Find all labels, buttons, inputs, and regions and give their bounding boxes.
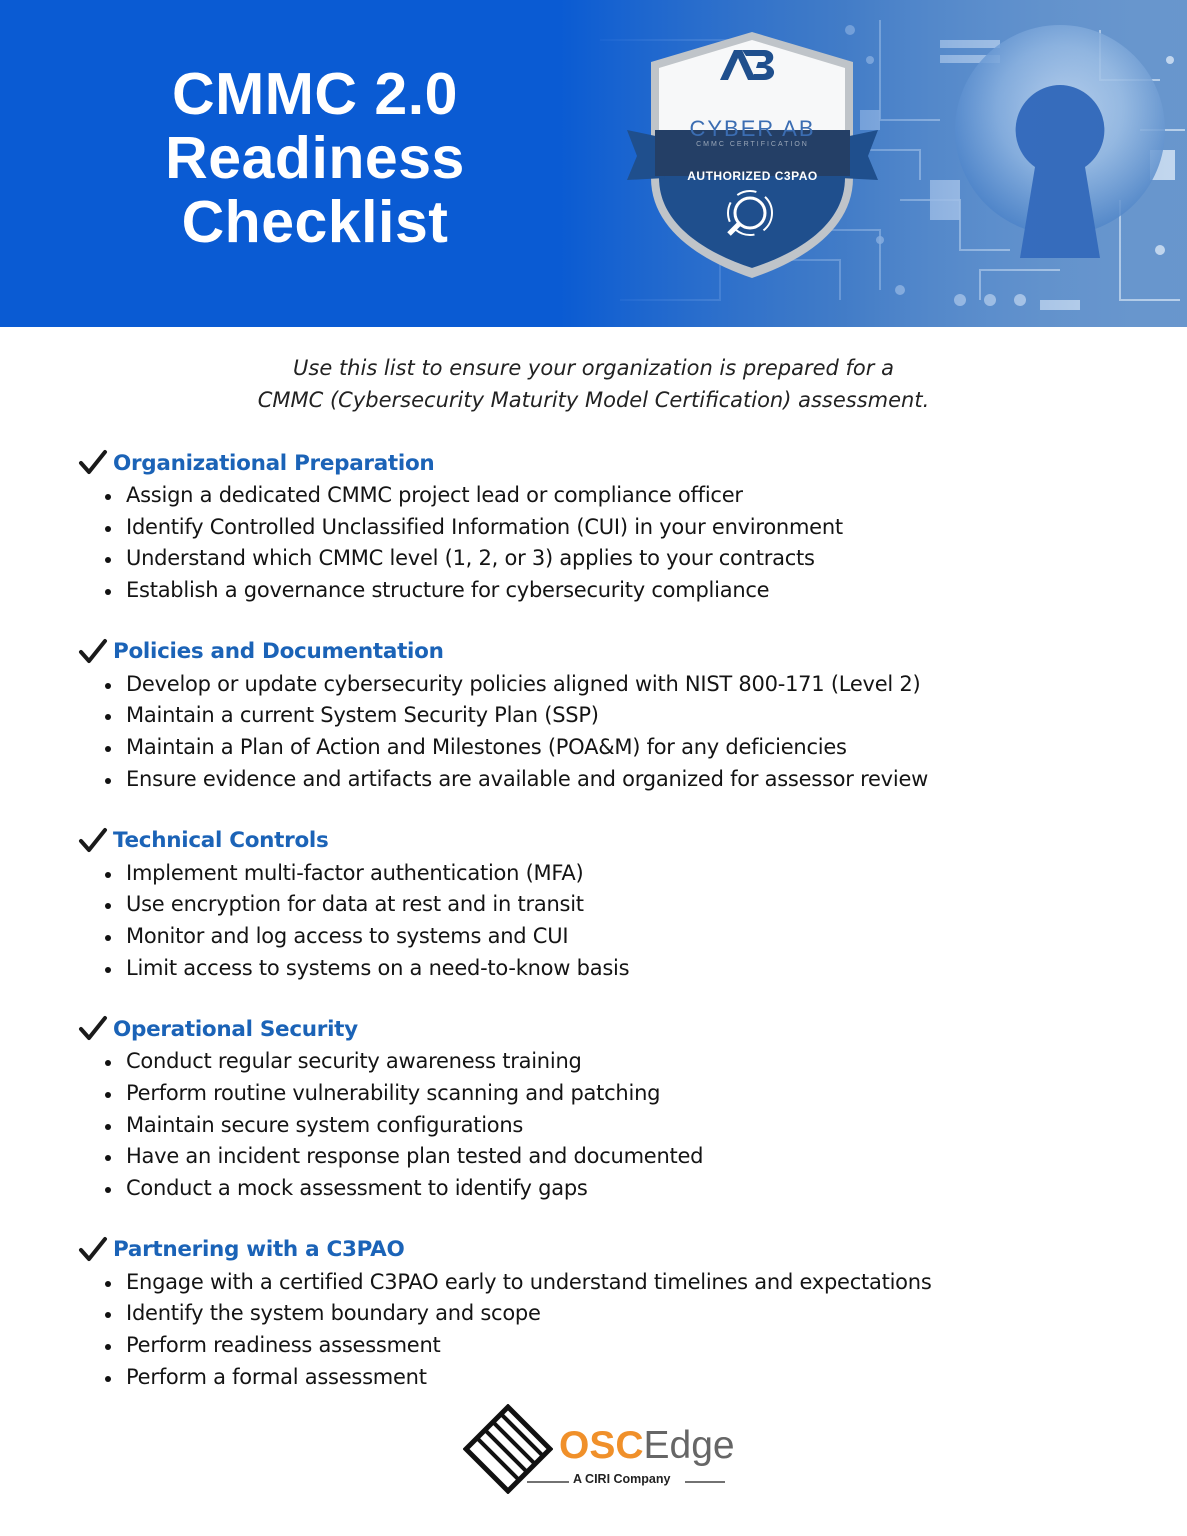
list-item: Perform routine vulnerability scanning and patching	[104, 1078, 1138, 1110]
list-item: Maintain a current System Security Plan (SSP)	[104, 700, 1138, 732]
section-heading	[78, 446, 1138, 480]
logo-edge: Edge	[643, 1424, 735, 1467]
list-item: Identify the system boundary and scope	[104, 1298, 1138, 1330]
title-line-3: Checklist	[181, 189, 449, 255]
logo-osc: OSC	[559, 1424, 644, 1467]
item-list	[78, 1267, 1138, 1394]
list-item: Maintain a Plan of Action and Milestones (POA&M) for any deficiencies	[104, 732, 1138, 764]
intro-line-2: CMMC (Cybersecurity Maturity Model Certification) assessment.	[257, 388, 930, 412]
list-item: Maintain secure system configurations	[104, 1110, 1138, 1142]
intro-line-1: Use this list to ensure your organization is prepared for a	[293, 356, 894, 380]
list-item: Understand which CMMC level (1, 2, or 3) applies to your contracts	[104, 543, 1138, 575]
section-heading	[78, 1012, 1138, 1046]
title-line-1: CMMC 2.0	[172, 61, 458, 127]
shield-icon	[625, 28, 880, 283]
item-list	[78, 669, 1138, 796]
list-item: Establish a governance structure for cybersecurity compliance	[104, 575, 1138, 607]
page-title	[150, 62, 480, 254]
checkmark-icon	[78, 637, 108, 667]
section-title: Operational Security	[113, 1016, 358, 1042]
list-item: Conduct a mock assessment to identify gaps	[104, 1173, 1138, 1205]
badge-ribbon: AUTHORIZED C3PAO	[687, 169, 818, 183]
checklist	[78, 446, 1138, 1421]
intro-text	[0, 352, 1187, 416]
list-item: Engage with a certified C3PAO early to understand timelines and expectations	[104, 1267, 1138, 1299]
list-item: Identify Controlled Unclassified Information (CUI) in your environment	[104, 512, 1138, 544]
item-list	[78, 858, 1138, 985]
checkmark-icon	[78, 1235, 108, 1265]
osc-edge-logo	[463, 1404, 733, 1494]
list-item: Perform readiness assessment	[104, 1330, 1138, 1362]
section-title: Organizational Preparation	[113, 450, 435, 476]
badge-brand: CYBER AB	[689, 116, 816, 141]
section-title: Policies and Documentation	[113, 639, 444, 665]
list-item: Perform a formal assessment	[104, 1362, 1138, 1394]
cyber-ab-badge	[625, 28, 880, 283]
list-item: Develop or update cybersecurity policies aligned with NIST 800-171 (Level 2)	[104, 669, 1138, 701]
checkmark-icon	[78, 1014, 108, 1044]
title-line-2: Readiness	[165, 125, 465, 191]
section-heading	[78, 824, 1138, 858]
list-item: Have an incident response plan tested and documented	[104, 1141, 1138, 1173]
section-operational-security	[78, 1012, 1138, 1204]
item-list	[78, 480, 1138, 607]
list-item: Conduct regular security awareness training	[104, 1046, 1138, 1078]
badge-subtitle: CMMC CERTIFICATION	[696, 141, 809, 148]
list-item: Limit access to systems on a need-to-know basis	[104, 953, 1138, 985]
header-banner	[0, 0, 1187, 327]
section-heading	[78, 635, 1138, 669]
section-title: Technical Controls	[113, 828, 329, 853]
section-policies-documentation	[78, 635, 1138, 796]
list-item: Assign a dedicated CMMC project lead or compliance officer	[104, 480, 1138, 512]
list-item: Ensure evidence and artifacts are available and organized for assessor review	[104, 764, 1138, 796]
section-heading	[78, 1233, 1138, 1267]
list-item: Implement multi-factor authentication (MFA)	[104, 858, 1138, 890]
section-technical-controls	[78, 824, 1138, 985]
section-partnering-c3pao	[78, 1233, 1138, 1394]
section-organizational-preparation	[78, 446, 1138, 607]
logo-wordmark	[559, 1424, 735, 1468]
item-list	[78, 1046, 1138, 1204]
section-title: Partnering with a C3PAO	[113, 1237, 405, 1263]
checkmark-icon	[78, 826, 108, 856]
checkmark-icon	[78, 448, 108, 478]
logo-tagline: A CIRI Company	[573, 1472, 671, 1486]
list-item: Monitor and log access to systems and CUI	[104, 921, 1138, 953]
list-item: Use encryption for data at rest and in transit	[104, 889, 1138, 921]
